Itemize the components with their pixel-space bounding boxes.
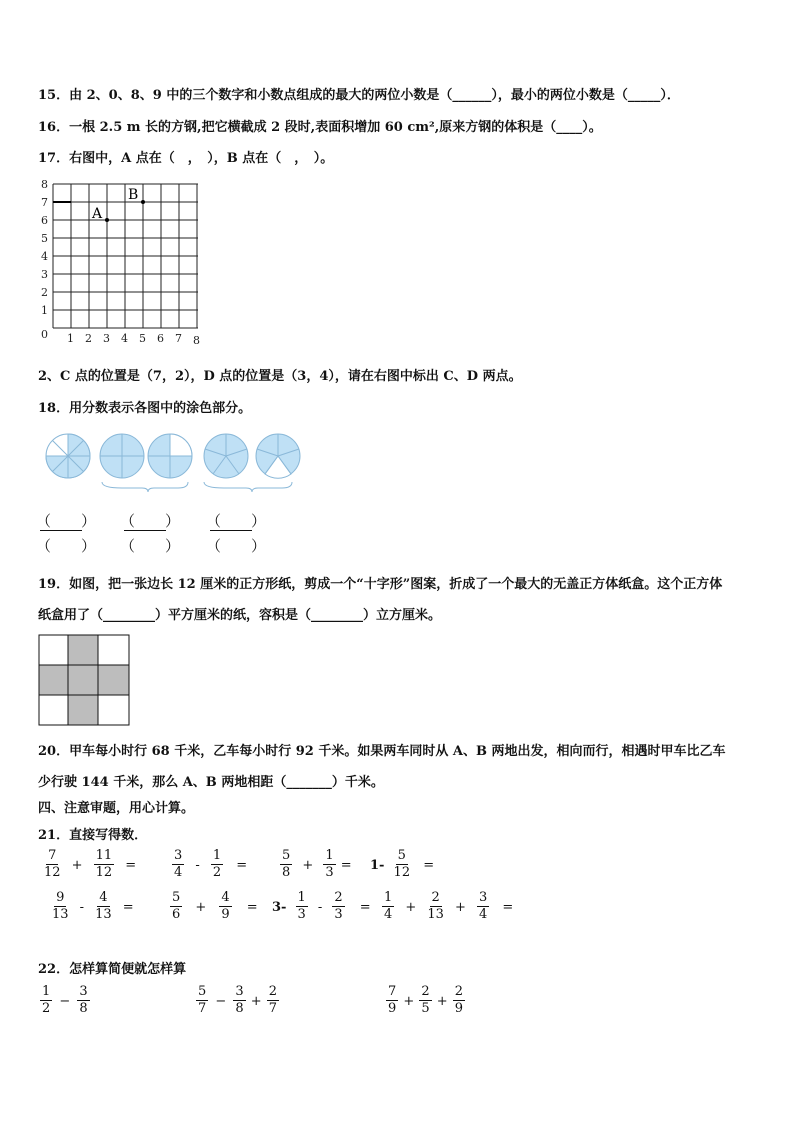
x-tick: 2	[85, 332, 92, 345]
coordinate-grid	[38, 176, 208, 348]
simplify-b: $\frac{5}{7}$ − $\frac{3}{8}$ + $\frac{2}{7}$	[198, 984, 278, 1016]
answer-blank[interactable]: （ ）	[120, 537, 181, 555]
x-tick: 5	[139, 332, 146, 345]
y-tick: 0	[41, 328, 48, 341]
y-tick: 8	[41, 178, 48, 191]
question-21: 21．直接写得数．	[38, 828, 148, 843]
question-19-line-1: 19．如图，把一张边长 12 厘米的正方形纸，剪成一个“十字形”图案，折成了一个最大的无盖正方体纸盒。这个正方体	[38, 577, 723, 592]
x-tick: 4	[121, 332, 128, 345]
x-tick: 8	[193, 334, 200, 347]
answer-blank[interactable]: （ ）	[206, 512, 267, 530]
question-20-line-1: 20．甲车每小时行 68 千米，乙车每小时行 92 千米。如果两车同时从 A、B 两地出发，相向而行，相遇时甲车比乙车	[38, 744, 726, 759]
section-4-heading: 四、注意审题，用心计算。	[38, 801, 195, 816]
point-a-label: A	[92, 206, 103, 222]
question-20-line-2: 少行驶 144 千米，那么 A、B 两地相距（_______）千米。	[38, 775, 384, 790]
answer-blank[interactable]: （ ）	[36, 512, 97, 530]
y-tick: 2	[41, 286, 48, 299]
x-tick: 6	[157, 332, 164, 345]
calc-b: $\frac{3}{4}$ - $\frac{1}{2}$ =	[174, 848, 248, 880]
question-22: 22．怎样算简便就怎样算	[38, 962, 187, 977]
question-16: 16．一根 2.5 m 长的方钢,把它横截成 2 段时,表面积增加 60 cm²,原来方钢的体积是（____）。	[38, 120, 602, 135]
calc-e: $\frac{9}{13}$ - $\frac{4}{13}$ =	[52, 890, 134, 922]
question-18: 18．用分数表示各图中的涂色部分。	[38, 401, 252, 416]
question-17-part-2: 2、C 点的位置是（7，2），D 点的位置是（3，4），请在右图中标出 C、D 两点。	[38, 369, 522, 384]
point-b-label: B	[128, 187, 139, 203]
x-tick: 3	[103, 332, 110, 345]
y-tick: 6	[41, 214, 48, 227]
calc-a: $\frac{7}{12}$ + $\frac{11}{12}$ =	[44, 848, 137, 880]
y-tick: 1	[41, 304, 48, 317]
answer-blank[interactable]: （ ）	[120, 512, 181, 530]
answer-blank[interactable]: （ ）	[36, 537, 97, 555]
calc-h: $\frac{1}{4}$ + $\frac{2}{13}$ + $\frac{3}{4}$ =	[384, 890, 514, 922]
y-tick: 5	[41, 232, 48, 245]
y-tick: 4	[41, 250, 48, 263]
fraction-circles	[38, 430, 308, 496]
answer-blank[interactable]: （ ）	[206, 537, 267, 555]
question-15: 15．由 2、0、8、9 中的三个数字和小数点组成的最大的两位小数是（______），最小的两位小数是（_____）．	[38, 88, 680, 103]
cross-paper-figure	[38, 634, 130, 726]
x-tick: 7	[175, 332, 182, 345]
calc-c: $\frac{5}{8}$ + $\frac{1}{3}$ =	[282, 848, 352, 880]
calc-f: $\frac{5}{6}$ + $\frac{4}{9}$ =	[172, 890, 258, 922]
question-17: 17．右图中，A 点在（ ， ），B 点在（ ， ）。	[38, 151, 334, 166]
simplify-c: $\frac{7}{9}$ + $\frac{2}{5}$ + $\frac{2}{9}$	[388, 984, 464, 1016]
x-tick: 1	[67, 332, 74, 345]
calc-d: 1- $\frac{5}{12}$ =	[370, 848, 435, 880]
simplify-a: $\frac{1}{2}$ − $\frac{3}{8}$	[42, 984, 88, 1016]
y-tick: 7	[41, 196, 48, 209]
y-tick: 3	[41, 268, 48, 281]
question-19-line-2: 纸盒用了（________）平方厘米的纸，容积是（________）立方厘米。	[38, 608, 442, 623]
calc-g: 3- $\frac{1}{3}$ - $\frac{2}{3}$ =	[272, 890, 371, 922]
